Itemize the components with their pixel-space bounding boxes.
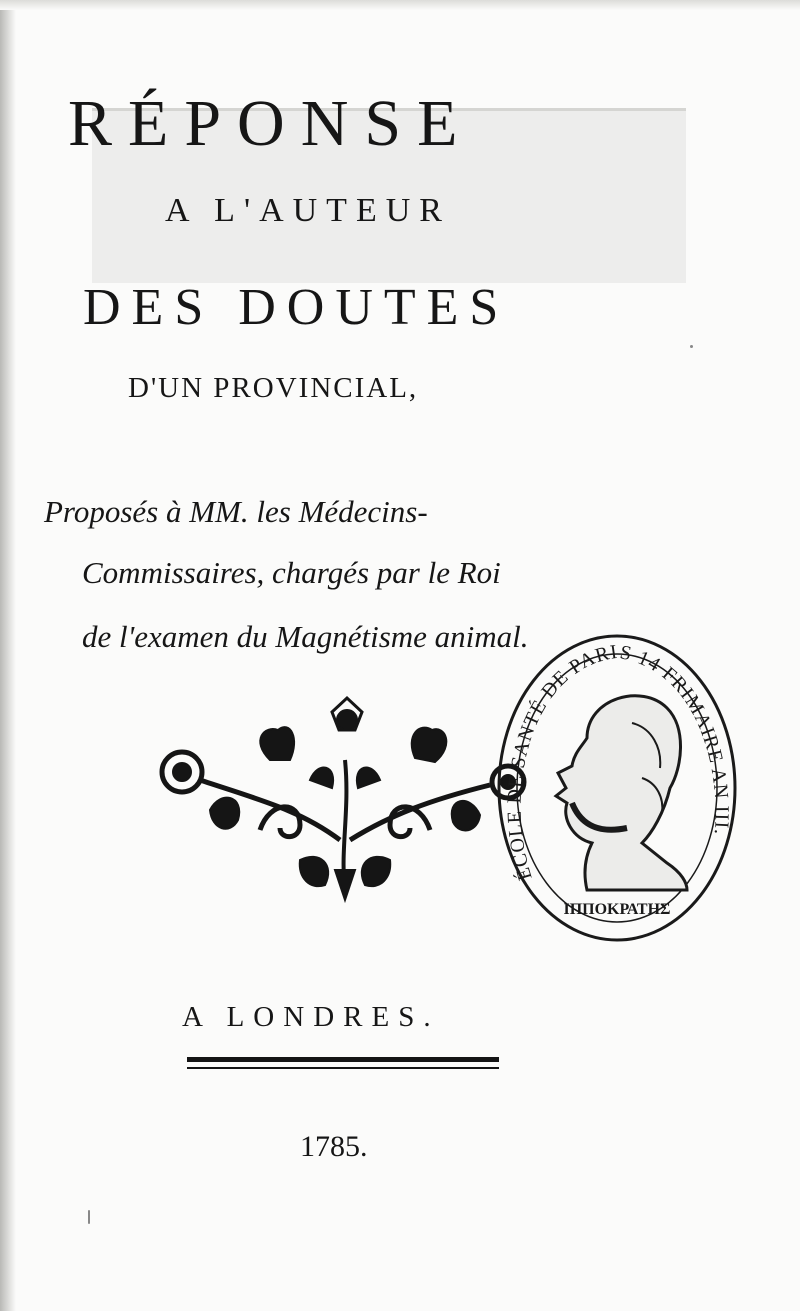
title-line-d-un-provincial: D'UN PROVINCIAL, bbox=[128, 372, 419, 404]
title-line-des-doutes: DES DOUTES bbox=[83, 279, 510, 336]
library-stamp bbox=[492, 628, 742, 948]
page-edge-shadow bbox=[0, 0, 16, 1311]
subtitle-line-2: Commissaires, chargés par le Roi bbox=[82, 555, 501, 590]
imprint-year: 1785. bbox=[300, 1130, 368, 1163]
title-line-a-l-auteur: A L'AUTEUR bbox=[165, 192, 451, 229]
paper-speck bbox=[88, 1210, 90, 1224]
double-rule-thin bbox=[187, 1067, 499, 1069]
stamp-name-text: ΙΠΠΟΚΡΑΤΗΣ bbox=[563, 901, 671, 918]
double-rule-thick bbox=[187, 1057, 499, 1062]
stamp-inscription-text: ÉCOLE DE SANTÉ DE PARIS 14 FRIMAIRE AN III. bbox=[503, 640, 733, 883]
imprint-place: A LONDRES. bbox=[182, 1001, 440, 1033]
subtitle-line-1: Proposés à MM. les Médecins- bbox=[44, 494, 428, 529]
page-top-shadow bbox=[0, 0, 800, 10]
floral-vignette-icon bbox=[150, 690, 540, 905]
subtitle-line-3: de l'examen du Magnétisme animal. bbox=[82, 619, 529, 654]
paper-speck bbox=[690, 345, 693, 348]
title-line-reponse: RÉPONSE bbox=[68, 87, 474, 160]
